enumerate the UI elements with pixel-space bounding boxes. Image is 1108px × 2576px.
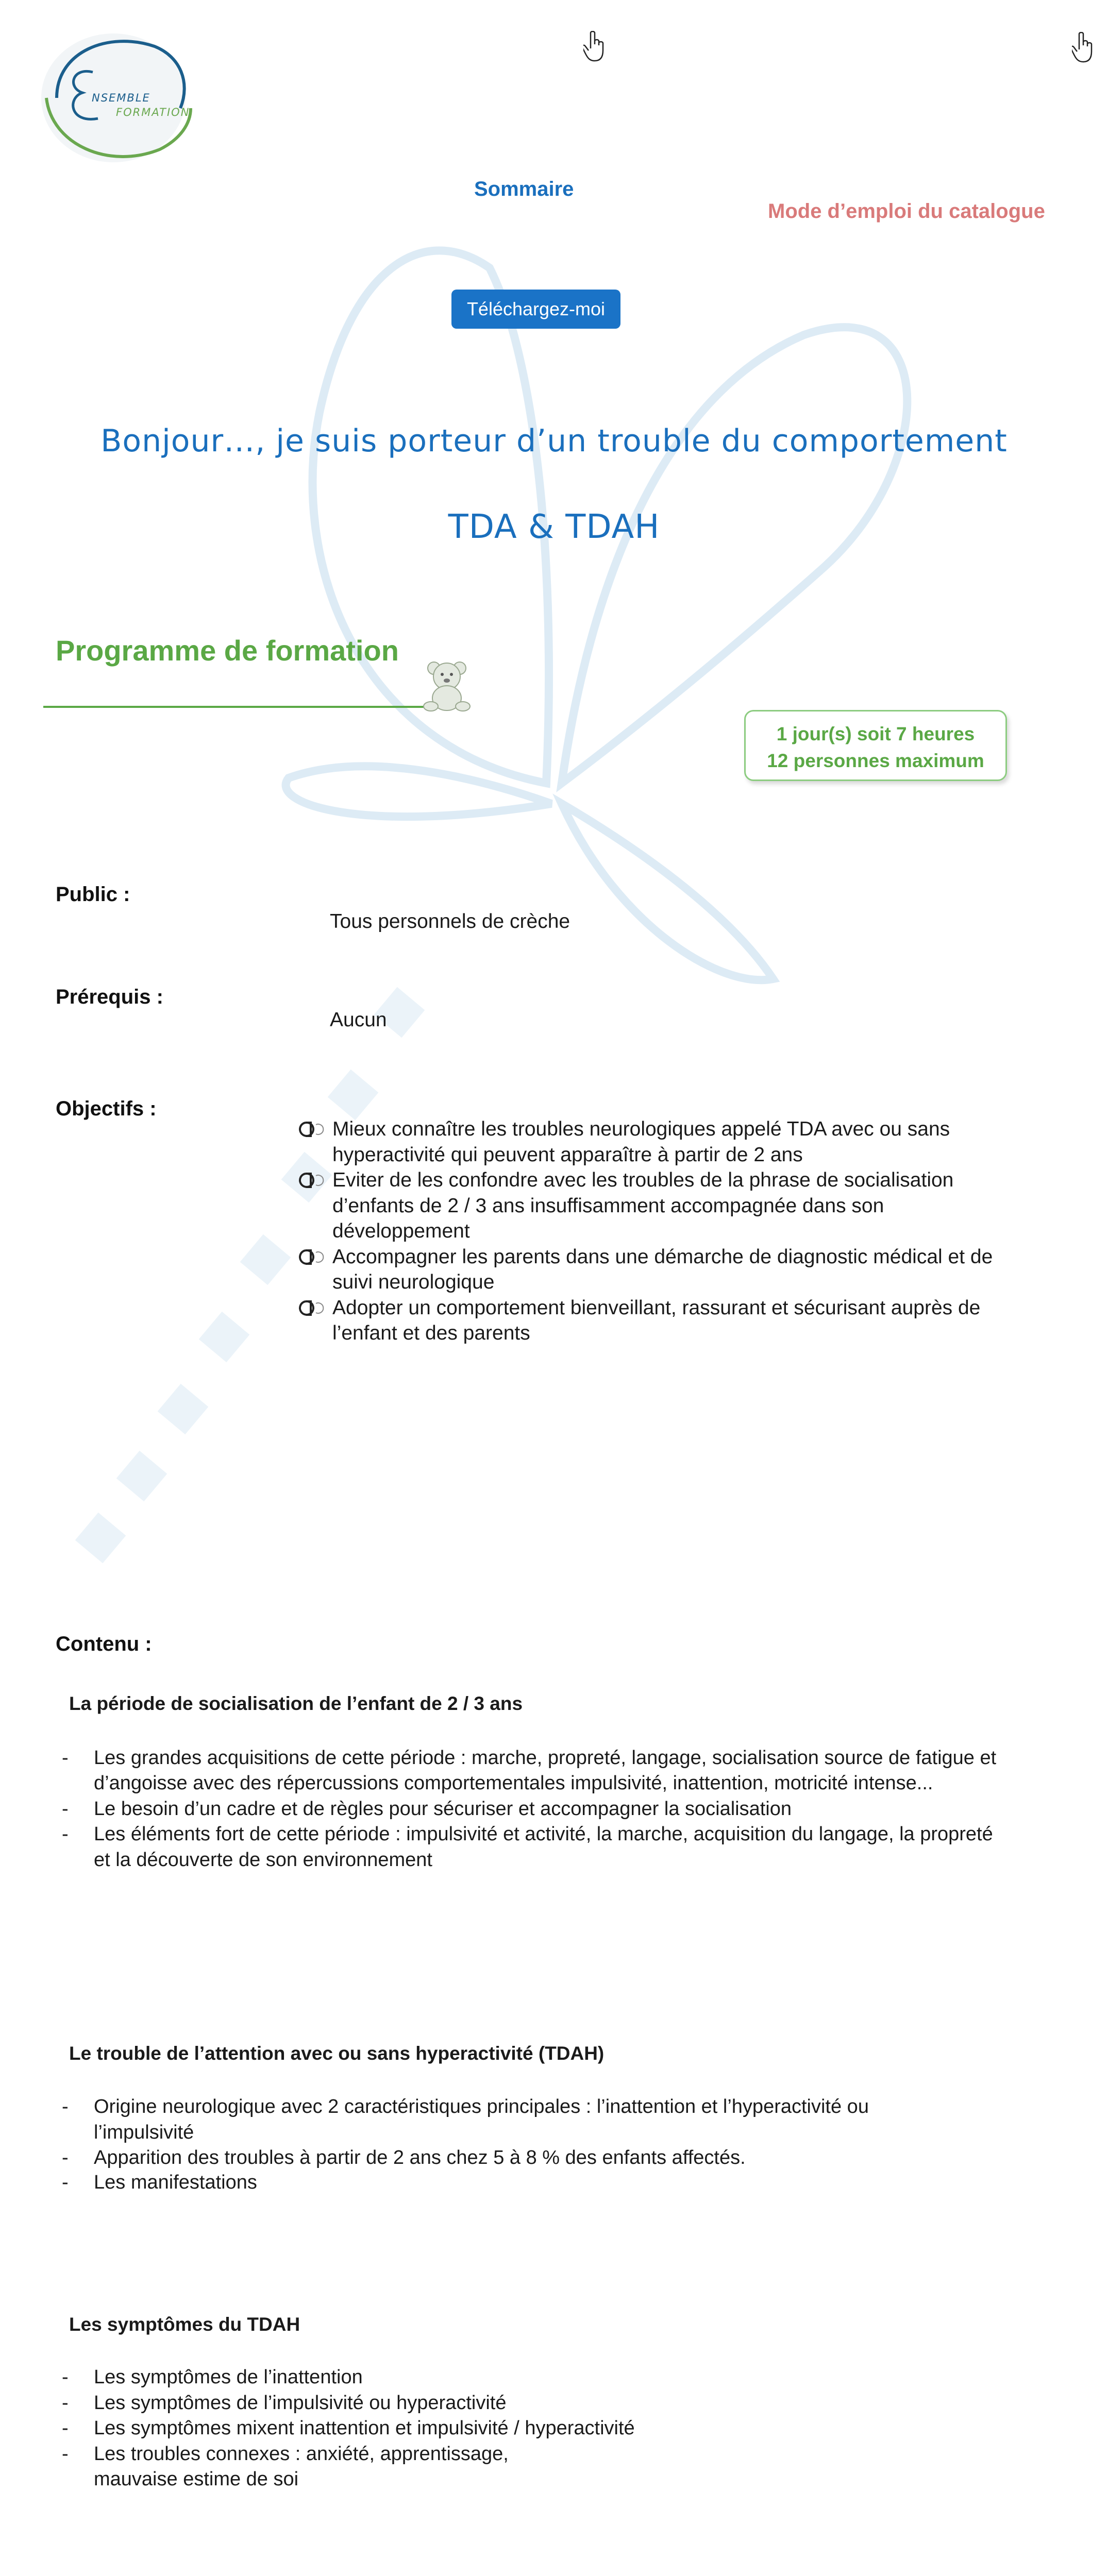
ensemble-formation-logo	[26, 21, 211, 175]
programme-heading: Programme de formation	[56, 634, 399, 667]
contenu-label: Contenu :	[56, 1632, 152, 1655]
list-item: - Le besoin d’un cadre et de règles pour sécuriser et accompagner la socialisation	[56, 1797, 1014, 1822]
page-subtitle: TDA & TDAH	[448, 508, 660, 546]
list-item: - Les éléments fort de cette période : impulsivité et activité, la marche, acquisition du langage, la propreté et la découverte de son environnement	[56, 1822, 1014, 1873]
objective-text: Adopter un comportement bienveillant, rassurant et sécurisant auprès de l’enfant et des parents	[332, 1296, 981, 1344]
logo-text-formation: FORMATION	[116, 106, 190, 118]
objectifs-label: Objectifs :	[56, 1097, 157, 1120]
objective-item	[296, 1295, 1018, 1346]
hand-cursor-icon	[1072, 32, 1095, 64]
section-title: La période de socialisation de l’enfant de 2 / 3 ans	[69, 1692, 523, 1714]
mode-emploi-label: Mode d’emploi du catalogue	[768, 200, 1045, 223]
download-button[interactable]	[451, 290, 620, 329]
objective-text: Mieux connaître les troubles neurologiques appelé TDA avec ou sans hyperactivité qui peuvent apparaître à partir de 2 ans	[332, 1118, 950, 1166]
sommaire-link[interactable]	[474, 178, 1108, 201]
objective-item	[296, 1167, 1018, 1244]
hand-cursor-icon	[583, 31, 606, 63]
teddy-bear-icon	[418, 657, 475, 714]
list-item: - Les symptômes de l’inattention	[56, 2365, 777, 2391]
public-value: Tous personnels de crèche	[330, 910, 570, 933]
objective-item	[296, 1116, 1018, 1167]
page-title: Bonjour…, je suis porteur d’un trouble du comportement	[100, 423, 1008, 459]
list-item-text: Les manifestations	[94, 2171, 257, 2193]
mode-emploi-link[interactable]	[768, 200, 1108, 223]
arrow-bullet-icon	[296, 1172, 327, 1189]
sommaire-label: Sommaire	[474, 178, 574, 200]
section-list	[56, 2094, 963, 2195]
objective-item	[296, 1244, 1018, 1295]
section-title: Les symptômes du TDAH	[69, 2314, 300, 2335]
section-list	[56, 2365, 777, 2493]
prereq-value: Aucun	[330, 1009, 387, 1031]
public-label: Public :	[56, 883, 130, 906]
list-item: - Les symptômes mixent inattention et impulsivité / hyperactivité	[56, 2416, 777, 2442]
list-item: - Apparition des troubles à partir de 2 ans chez 5 à 8 % des enfants affectés.	[56, 2145, 963, 2171]
list-item: - Les troubles connexes : anxiété, apprentissage,	[56, 2442, 777, 2467]
list-item-continuation: mauvaise estime de soi	[94, 2468, 299, 2490]
objective-text: Accompagner les parents dans une démarche de diagnostic médical et de suivi neurologique	[332, 1245, 993, 1293]
list-item: - Les grandes acquisitions de cette période : marche, propreté, langage, socialisation source de fatigue et d’angoisse avec des répercussions comportementales impulsivité, inattention, motricité intense...	[56, 1745, 1014, 1797]
heading-underline	[43, 706, 456, 708]
capacity-text: 12 personnes maximum	[767, 750, 984, 771]
arrow-bullet-icon	[296, 1248, 327, 1266]
arrow-bullet-icon	[296, 1121, 327, 1138]
list-item: - Origine neurologique avec 2 caractéristiques principales : l’inattention et l’hyperactivité ou l’impulsivité	[56, 2094, 963, 2145]
section-list	[56, 1745, 1014, 1873]
list-item-continuation	[56, 2170, 963, 2196]
download-label: Téléchargez-moi	[466, 298, 606, 319]
arrow-bullet-icon	[296, 1299, 327, 1317]
logo-text-ensemble: NSEMBLE	[92, 92, 150, 104]
duration-text: 1 jour(s) soit 7 heures	[776, 723, 975, 744]
list-item: - Les symptômes de l’impulsivité ou hyperactivité	[56, 2391, 777, 2416]
duration-info-box	[744, 710, 1007, 781]
section-title: Le trouble de l’attention avec ou sans hyperactivité (TDAH)	[69, 2043, 605, 2064]
objectives-list	[296, 1116, 1018, 1346]
objective-text: Eviter de les confondre avec les troubles de la phrase de socialisation d’enfants de 2 / 3 ans insuffisamment accompagnée dans son développement	[332, 1169, 954, 1242]
prereq-label: Prérequis :	[56, 986, 163, 1008]
